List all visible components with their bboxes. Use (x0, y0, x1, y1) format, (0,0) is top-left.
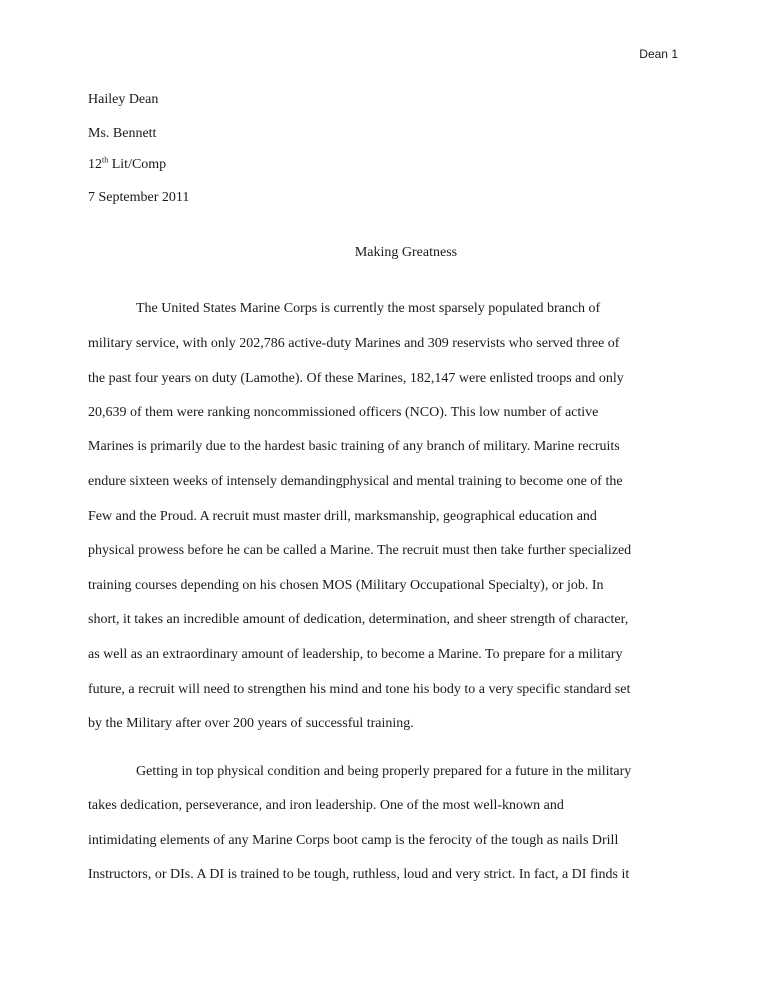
body-line: endure sixteen weeks of intensely demandingphysical and mental training to become one of the (88, 474, 623, 489)
body-line: Getting in top physical condition and being properly prepared for a future in the military (136, 764, 632, 779)
teacher-name: Ms. Bennett (88, 126, 157, 141)
body-line: the past four years on duty (Lamothe). Of these Marines, 182,147 were enlisted troops and only (88, 371, 624, 386)
body-line: The United States Marine Corps is currently the most sparsely populated branch of (136, 301, 601, 316)
body-line: Few and the Proud. A recruit must master drill, marksmanship, geographical education and (88, 509, 597, 524)
body-line: physical prowess before he can be called a Marine. The recruit must then take further specialized (88, 543, 632, 558)
body-line: Instructors, or DIs. A DI is trained to be tough, ruthless, loud and very strict. In fact, a DI finds it (88, 867, 630, 882)
body-line: Marines is primarily due to the hardest basic training of any branch of military. Marine recruits (88, 439, 620, 454)
body-line: by the Military after over 200 years of successful training. (88, 716, 414, 731)
body-line: training courses depending on his chosen MOS (Military Occupational Specialty), or job. In (88, 578, 604, 593)
body-line: takes dedication, perseverance, and iron leadership. One of the most well-known and (88, 798, 564, 813)
body-line: as well as an extraordinary amount of leadership, to become a Marine. To prepare for a military (88, 647, 623, 662)
author-name: Hailey Dean (88, 92, 159, 107)
body-line: intimidating elements of any Marine Corps boot camp is the ferocity of the tough as nails Drill (88, 833, 619, 848)
course-name (88, 157, 166, 173)
body-line: military service, with only 202,786 active-duty Marines and 309 reservists who served three of (88, 336, 620, 351)
body-line: short, it takes an incredible amount of dedication, determination, and sheer strength of character, (88, 612, 629, 627)
course-superscript: th (102, 155, 109, 165)
course-rest: Lit/Comp (108, 157, 167, 172)
body-line: 20,639 of them were ranking noncommissioned officers (NCO). This low number of active (88, 405, 599, 420)
essay-date: 7 September 2011 (88, 190, 190, 205)
running-head: Dean 1 (639, 47, 678, 61)
essay-title: Making Greatness (354, 245, 458, 260)
body-line: future, a recruit will need to strengthen his mind and tone his body to a very specific standard set (88, 682, 631, 697)
course-number: 12 (88, 157, 102, 172)
